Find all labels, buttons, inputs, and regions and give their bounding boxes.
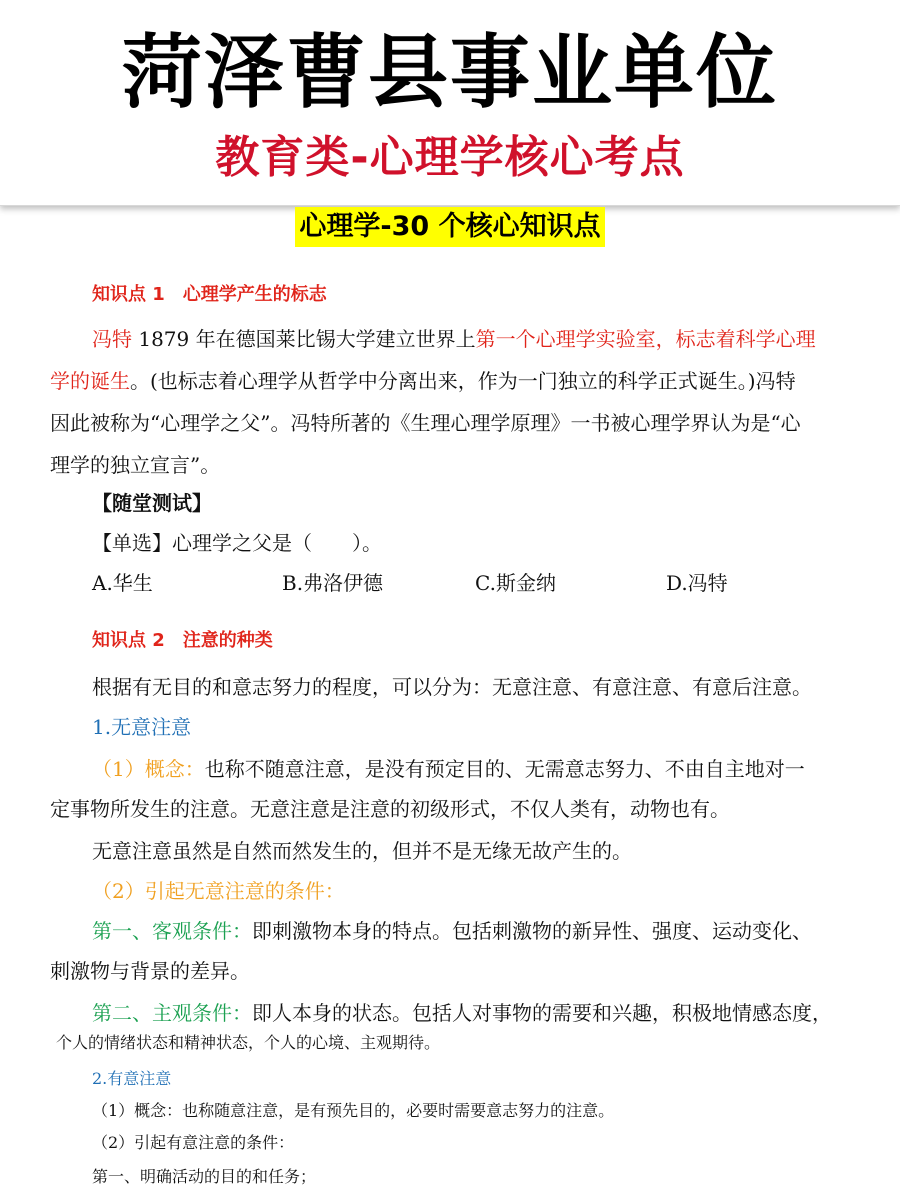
kp2-subjective bbox=[92, 998, 832, 1028]
kp2-objective-text: 即刺激物本身的特点。包括刺激物的新异性、强度、运动变化、 bbox=[252, 919, 812, 943]
section-title-text: 心理学-30 个核心知识点 bbox=[295, 207, 604, 247]
kp2-objective-cont: 刺激物与背景的差异。 bbox=[50, 959, 250, 983]
option-d: D.冯特 bbox=[666, 571, 728, 595]
kp1-test-label: 【随堂测试】 bbox=[92, 491, 212, 515]
kp2-sub1: 1.无意注意 bbox=[92, 715, 192, 739]
option-b: B.弗洛伊德 bbox=[282, 571, 384, 595]
kp1-question: 【单选】心理学之父是（ ）。 bbox=[92, 531, 382, 555]
kp1-line4: 理学的独立宣言”。 bbox=[50, 453, 221, 477]
kp1-line1 bbox=[92, 324, 816, 354]
kp1-line2 bbox=[50, 366, 796, 396]
kp2-objective bbox=[92, 916, 812, 946]
banner-title: 菏泽曹县事业单位 bbox=[122, 25, 778, 119]
kp1-line1-a: 1879 年在德国莱比锡大学建立世界上 bbox=[132, 327, 476, 351]
kp2-note: 无意注意虽然是自然而然发生的，但并不是无缘无故产生的。 bbox=[92, 839, 632, 863]
kp2-concept1 bbox=[92, 754, 805, 784]
kp2-intro: 根据有无目的和意志努力的程度，可以分为：无意注意、有意注意、有意后注意。 bbox=[92, 675, 812, 699]
kp1-line2-rest: 。(也标志着心理学从哲学中分离出来，作为一门独立的科学正式诞生。)冯特 bbox=[130, 369, 796, 393]
kp2-sub2: 2.有意注意 bbox=[92, 1069, 172, 1088]
kp2-objective-label: 第一、客观条件： bbox=[92, 919, 252, 943]
header-banner bbox=[0, 0, 900, 206]
kp1-line2-red: 学的诞生 bbox=[50, 369, 130, 393]
kp2-voluntary-first: 第一、明确活动的目的和任务； bbox=[92, 1167, 317, 1186]
kp2-concept1-label: （1）概念： bbox=[92, 757, 205, 781]
kp1-wundt-name: 冯特 bbox=[92, 327, 132, 351]
banner-subtitle: 教育类-心理学核心考点 bbox=[215, 132, 685, 183]
kp2-subjective-cont: 个人的情绪状态和精神状态，个人的心境、主观期待。 bbox=[56, 1033, 441, 1052]
kp2-conditions-heading: （2）引起无意注意的条件： bbox=[92, 879, 345, 903]
kp2-subjective-text: 即人本身的状态。包括人对事物的需要和兴趣，积极地情感态度， bbox=[252, 1001, 832, 1025]
kp2-voluntary-concept: （1）概念：也称随意注意，是有预先目的，必要时需要意志努力的注意。 bbox=[92, 1101, 615, 1120]
kp1-line3: 因此被称为“心理学之父”。冯特所著的《生理心理学原理》一书被心理学界认为是“心 bbox=[50, 411, 801, 435]
kp2-heading: 知识点 2 注意的种类 bbox=[92, 630, 273, 651]
kp1-heading: 知识点 1 心理学产生的标志 bbox=[92, 284, 327, 305]
section-title bbox=[0, 207, 900, 247]
kp2-concept1-cont: 定事物所发生的注意。无意注意是注意的初级形式，不仅人类有，动物也有。 bbox=[50, 797, 730, 821]
kp2-voluntary-conditions: （2）引起有意注意的条件： bbox=[92, 1133, 295, 1152]
kp2-concept1-text: 也称不随意注意，是没有预定目的、无需意志努力、不由自主地对一 bbox=[204, 757, 805, 781]
kp2-subjective-label: 第二、主观条件： bbox=[92, 1001, 252, 1025]
option-a: A.华生 bbox=[92, 571, 153, 595]
kp1-line1-b: 第一个心理学实验室，标志着科学心理 bbox=[475, 327, 816, 351]
option-c: C.斯金纳 bbox=[475, 571, 556, 595]
